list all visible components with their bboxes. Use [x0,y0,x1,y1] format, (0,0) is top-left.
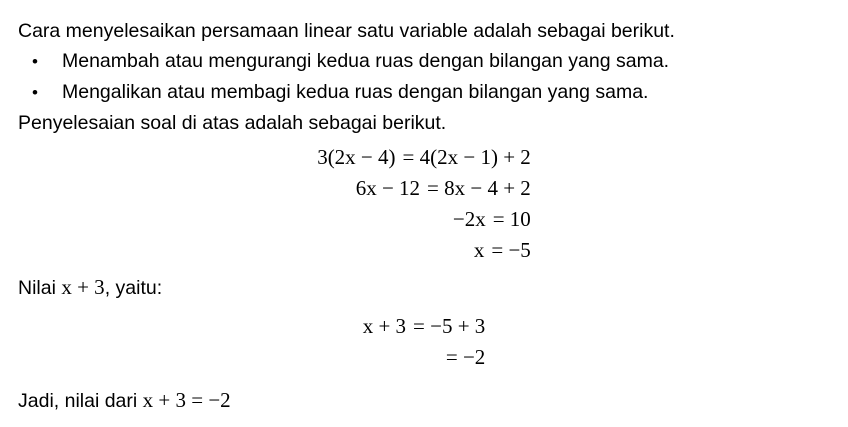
bullet-icon: • [32,83,38,102]
list-item-label: Mengalikan atau membagi kedua ruas dengan bilangan yang sama. [62,81,649,103]
equation-row [317,235,531,266]
equation-row [363,311,486,342]
equation-rhs: = −5 [491,238,531,262]
conclusion-prefix: Jadi, nilai dari [18,390,143,412]
value-prompt [18,272,830,303]
equation-rhs: = 10 [492,207,531,231]
intro-paragraph: Cara menyelesaikan persamaan linear satu variable adalah sebagai berikut. [18,20,675,42]
bullet-icon: • [32,52,38,71]
equation-row [317,142,531,173]
equation-block-secondary [18,311,830,373]
conclusion-line [18,385,830,416]
equation-lhs: x [473,238,485,262]
equation-row [317,204,531,235]
equation-lhs: −2x [452,207,486,231]
list-item-label: Menambah atau mengurangi kedua ruas dengan bilangan yang sama. [62,50,670,72]
list-item [18,77,830,108]
method-bullet-list [18,46,830,108]
equation-lhs: x + 3 [362,314,407,338]
value-prompt-prefix: Nilai [18,277,62,299]
equation-row [317,173,531,204]
list-item [18,46,830,77]
equation-rhs: = −2 [445,345,486,369]
conclusion-math: x + 3 = −2 [142,388,231,412]
value-prompt-math: x + 3 [61,275,105,299]
value-prompt-suffix: , yaitu: [104,277,163,299]
equation-row [363,342,486,373]
equation-lhs: 6x − 12 [355,176,421,200]
solution-paragraph: Penyelesaian soal di atas adalah sebagai berikut. [18,112,447,134]
equation-block-primary [18,142,830,266]
equation-rhs: = 8x − 4 + 2 [427,176,531,200]
equation-rhs: = 4(2x − 1) + 2 [402,145,531,169]
equation-lhs: 3(2x − 4) [317,145,396,169]
equation-rhs: = −5 + 3 [413,314,486,338]
